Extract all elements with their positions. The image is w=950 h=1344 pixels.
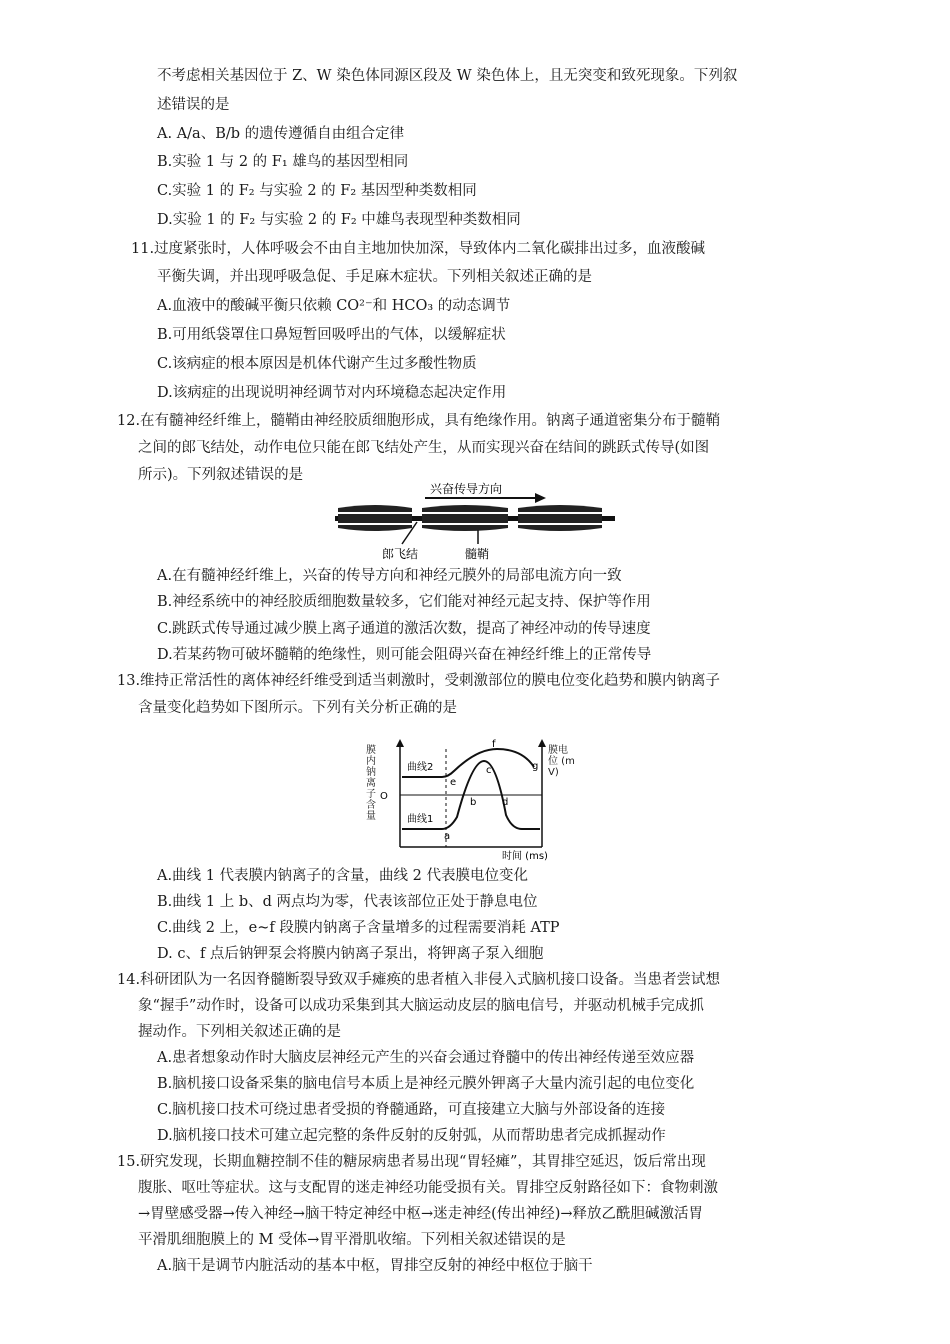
myelin-segment-2 [422, 505, 508, 531]
curve-1-label: 曲线1 [407, 814, 434, 825]
q10-stem-line1: 不考虑相关基因位于 Z、W 染色体同源区段及 W 染色体上，且无突变和致死现象。下列叙 [157, 68, 738, 84]
q12-option-a: A.在有髓神经纤维上，兴奋的传导方向和神经元膜外的局部电流方向一致 [157, 568, 622, 584]
q13-option-b: B.曲线 1 上 b、d 两点均为零，代表该部位正处于静息电位 [157, 894, 538, 910]
q10-option-b: B.实验 1 与 2 的 F₁ 雄鸟的基因型相同 [157, 154, 409, 170]
point-a: a [444, 831, 451, 842]
q14-option-a: A.患者想象动作时大脑皮层神经元产生的兴奋会通过脊髓中的传出神经传递至效应器 [157, 1050, 695, 1066]
point-f: f [492, 739, 496, 750]
q15-stem-line3: →胃壁感受器→传入神经→脑干特定神经中枢→迷走神经(传出神经)→释放乙酰胆碱激活胃 [138, 1206, 704, 1222]
q14-stem-line1: 14.科研团队为一名因脊髓断裂导致双手瘫痪的患者植入非侵入式脑机接口设备。当患者尝试想 [117, 972, 721, 988]
q14-option-b: B.脑机接口设备采集的脑电信号本质上是神经元膜外钾离子大量内流引起的电位变化 [157, 1076, 695, 1092]
q12-option-d: D.若某药物可破坏髓鞘的绝缘性，则可能会阻碍兴奋在神经纤维上的正常传导 [157, 647, 652, 663]
q10-stem-line2: 述错误的是 [157, 97, 230, 113]
fig-sheath-label: 髓鞘 [465, 547, 490, 561]
x-axis-label: 时间 (ms) [502, 851, 548, 862]
fig-arrow-label: 兴奋传导方向 [430, 482, 503, 496]
q12-stem-line2: 之间的郎飞结处，动作电位只能在郎飞结处产生，从而实现兴奋在结间的跳跃式传导(如图 [138, 440, 710, 456]
point-e: e [450, 777, 457, 788]
q10-option-a: A. A/a、B/b 的遗传遵循自由组合定律 [157, 126, 405, 142]
q13-option-d: D. c、f 点后钠钾泵会将膜内钠离子泵出，将钾离子泵入细胞 [157, 946, 544, 962]
q15-option-a: A.脑干是调节内脏活动的基本中枢，胃排空反射的神经中枢位于脑干 [157, 1258, 593, 1274]
q13-option-c: C.曲线 2 上，e~f 段膜内钠离子含量增多的过程需要消耗 ATP [157, 920, 560, 936]
q11-option-a: A.血液中的酸碱平衡只依赖 CO²⁻和 HCO₃ 的动态调节 [157, 298, 511, 314]
q10-option-c: C.实验 1 的 F₂ 与实验 2 的 F₂ 基因型种类数相同 [157, 183, 477, 199]
ylabel-left: 膜内钠离子含量 [366, 745, 376, 822]
q13-option-a: A.曲线 1 代表膜内钠离子的含量，曲线 2 代表膜电位变化 [157, 868, 528, 884]
fiber-highlight-bottom [335, 523, 615, 525]
q11-option-b: B.可用纸袋罩住口鼻短暂回吸呼出的气体，以缓解症状 [157, 327, 506, 343]
myelin-segment-3 [518, 505, 602, 531]
q11-stem-line1: 11.过度紧张时，人体呼吸会不由自主地加快加深，导致体内二氧化碳排出过多，血液酸碱 [131, 241, 706, 257]
point-d: d [502, 797, 509, 808]
nerve-fiber-figure [330, 476, 620, 566]
q11-option-d: D.该病症的出现说明神经调节对内环境稳态起决定作用 [157, 385, 507, 401]
q14-option-c: C.脑机接口技术可绕过患者受损的脊髓通路，可直接建立大脑与外部设备的连接 [157, 1102, 666, 1118]
q15-stem-line1: 15.研究发现，长期血糖控制不佳的糖尿病患者易出现“胃轻瘫”，其胃排空延迟，饭后常出现 [117, 1154, 706, 1170]
y-axis-right-arrow [538, 739, 546, 747]
q13-stem-line1: 13.维持正常活性的离体神经纤维受到适当刺激时，受刺激部位的膜电位变化趋势和膜内钠离子 [117, 673, 721, 689]
point-g: g [532, 761, 539, 772]
fig-node-label: 郎飞结 [382, 547, 419, 561]
fiber-highlight-top [335, 512, 615, 514]
q12-stem-line1: 12.在有髓神经纤维上，髓鞘由神经胶质细胞形成，具有绝缘作用。钠离子通道密集分布于髓鞘 [117, 413, 721, 429]
y-axis-left-arrow [396, 739, 404, 747]
q14-stem-line2: 象“握手”动作时，设备可以成功采集到其大脑运动皮层的脑电信号，并驱动机械手完成抓 [138, 998, 704, 1014]
potential-chart [362, 737, 577, 862]
q15-stem-line2: 腹胀、呕吐等症状。这与支配胃的迷走神经功能受损有关。胃排空反射路径如下：食物刺激 [138, 1180, 718, 1196]
q11-stem-line2: 平衡失调，并出现呼吸急促、手足麻木症状。下列相关叙述正确的是 [157, 269, 592, 285]
conduction-arrow-head [535, 493, 546, 503]
q14-option-d: D.脑机接口技术可建立起完整的条件反射的反射弧，从而帮助患者完成抓握动作 [157, 1128, 666, 1144]
ylabel-right: 膜电位 (mV) [548, 745, 575, 778]
myelin-segment-1 [338, 505, 412, 531]
point-b: b [470, 797, 477, 808]
q12-option-b: B.神经系统中的神经胶质细胞数量较多，它们能对神经元起支持、保护等作用 [157, 594, 651, 610]
q12-stem-line3: 所示)。下列叙述错误的是 [138, 467, 304, 483]
zero-label: O [380, 791, 388, 802]
q14-stem-line3: 握动作。下列相关叙述正确的是 [138, 1024, 341, 1040]
q11-option-c: C.该病症的根本原因是机体代谢产生过多酸性物质 [157, 356, 477, 372]
point-c: c [486, 765, 492, 776]
curve-2-label: 曲线2 [407, 762, 434, 773]
q12-option-c: C.跳跃式传导通过减少膜上离子通道的激活次数，提高了神经冲动的传导速度 [157, 621, 651, 637]
q15-stem-line4: 平滑肌细胞膜上的 M 受体→胃平滑肌收缩。下列相关叙述错误的是 [138, 1232, 566, 1248]
q13-stem-line2: 含量变化趋势如下图所示。下列有关分析正确的是 [138, 700, 457, 716]
q10-option-d: D.实验 1 的 F₂ 与实验 2 的 F₂ 中雄鸟表现型种类数相同 [157, 212, 521, 228]
